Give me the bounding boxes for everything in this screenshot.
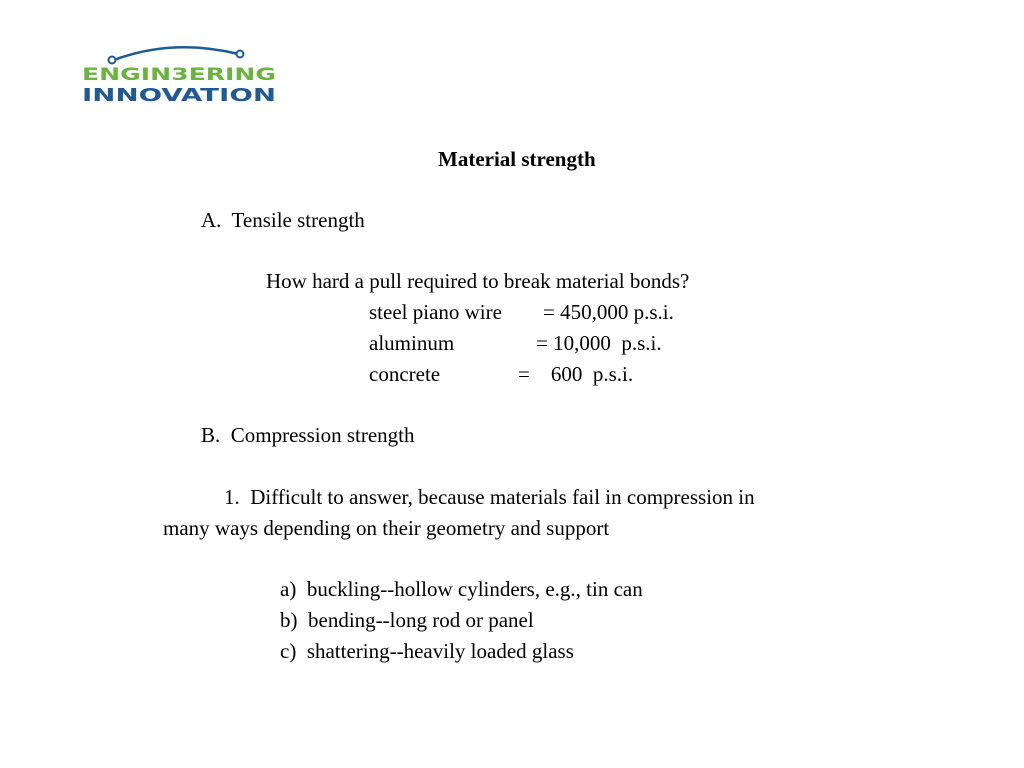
logo-text-innovation: INNOVATION — [82, 85, 276, 106]
logo-dot-left — [109, 57, 116, 64]
material-value: = 10,000 p.s.i. — [536, 331, 662, 355]
point-1-line-2: many ways depending on their geometry and support — [163, 516, 610, 540]
sub-item-b: b) bending--long rod or panel — [280, 608, 534, 632]
material-value: = 450,000 p.s.i. — [543, 300, 674, 324]
logo-arc — [114, 47, 238, 60]
material-name: steel piano wire — [369, 300, 502, 324]
section-b-heading: B. Compression strength — [201, 423, 415, 447]
point-1-line-1: 1. Difficult to answer, because materials fail in compression in — [224, 485, 755, 509]
sub-item-a: a) buckling--hollow cylinders, e.g., tin can — [280, 577, 643, 601]
logo-dot-right — [237, 51, 244, 58]
logo-graphic — [78, 42, 282, 112]
logo-text-engineering: ENGIN3ERING — [82, 65, 276, 85]
slide-title: Material strength — [438, 147, 596, 171]
section-a-heading: A. Tensile strength — [201, 208, 365, 232]
tensile-question: How hard a pull required to break material bonds? — [266, 269, 690, 293]
material-value: = 600 p.s.i. — [518, 362, 634, 386]
engineering-innovation-logo — [78, 42, 282, 112]
material-name: concrete — [369, 362, 441, 386]
sub-item-c: c) shattering--heavily loaded glass — [280, 639, 574, 663]
material-name: aluminum — [369, 331, 455, 355]
